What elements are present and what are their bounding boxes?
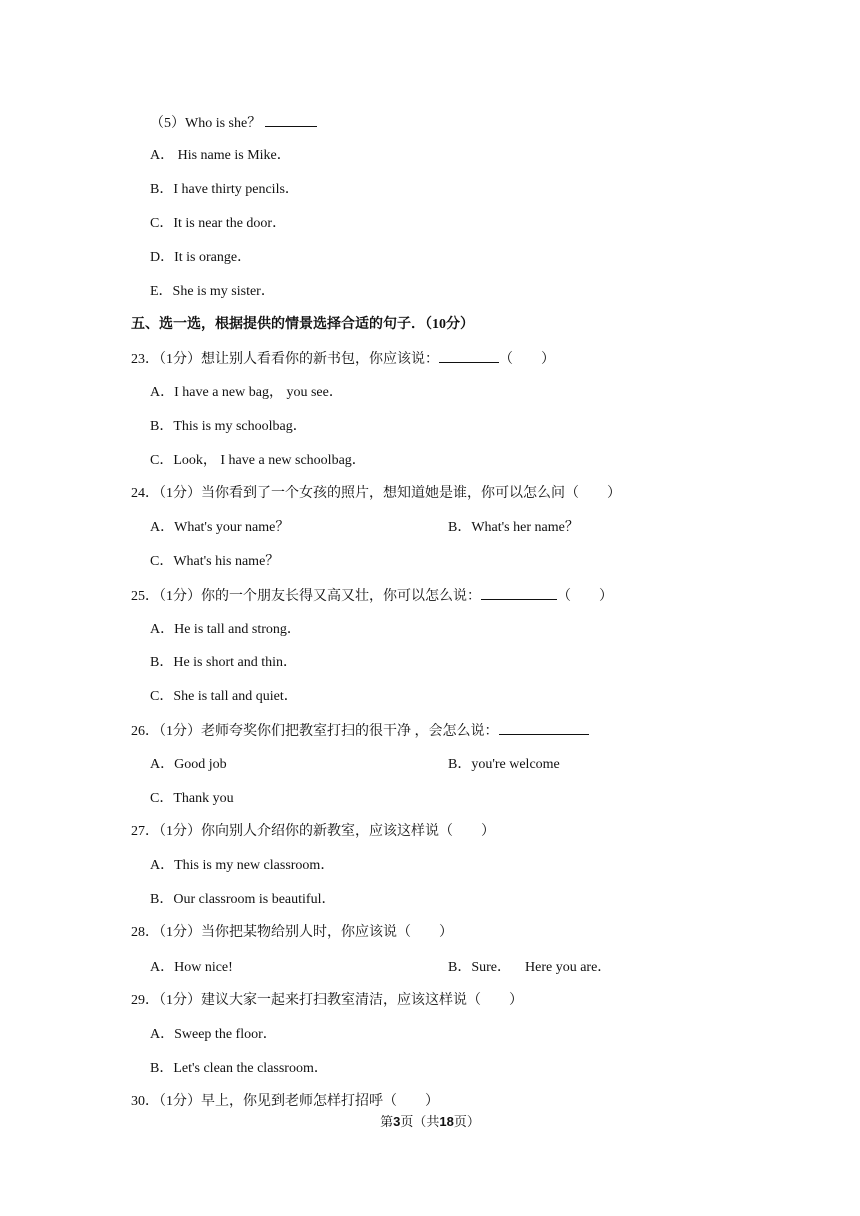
footer-text: 页） bbox=[453, 1114, 480, 1129]
page-total: 18 bbox=[439, 1114, 454, 1129]
question-23-stem: 23．（1分）想让别人看看你的新书包，你应该说： bbox=[131, 352, 439, 367]
option-c: C．Thank you bbox=[150, 791, 234, 806]
option-b: B．This is my schoolbag． bbox=[150, 419, 307, 434]
option-a: A．This is my new classroom． bbox=[150, 858, 335, 873]
option-c: C．What's his name？ bbox=[150, 554, 280, 569]
option-b: B．Sure． Here you are． bbox=[448, 960, 612, 975]
option-d: D．It is orange． bbox=[150, 250, 252, 265]
option-b: B．I have thirty pencils． bbox=[150, 182, 299, 197]
question-5 bbox=[150, 112, 317, 134]
option-e: E．She is my sister． bbox=[150, 284, 275, 299]
question-24: 24．（1分）当你看到了一个女孩的照片，想知道她是谁，你可以怎么问（ ） bbox=[131, 486, 621, 501]
question-28: 28．（1分）当你把某物给别人时，你应该说（ ） bbox=[131, 925, 453, 940]
question-5-stem: （5）Who is she？ bbox=[150, 116, 262, 131]
answer-blank bbox=[439, 348, 499, 363]
option-a: A．He is tall and strong． bbox=[150, 622, 301, 637]
option-a: A．Good job bbox=[150, 757, 227, 772]
question-25-stem: 25．（1分）你的一个朋友长得又高又壮，你可以怎么说： bbox=[131, 589, 481, 604]
question-27: 27．（1分）你向别人介绍你的新教室，应该这样说（ ） bbox=[131, 824, 495, 839]
option-a: A．How nice! bbox=[150, 960, 233, 975]
question-29: 29．（1分）建议大家一起来打扫教室清洁，应该这样说（ ） bbox=[131, 993, 523, 1008]
option-b: B．Our classroom is beautiful． bbox=[150, 892, 336, 907]
option-b: B．Let's clean the classroom． bbox=[150, 1061, 328, 1076]
footer-text: 页（共 bbox=[400, 1114, 440, 1129]
option-b: B．What's her name？ bbox=[448, 520, 579, 535]
option-b: B．you're welcome bbox=[448, 757, 560, 772]
answer-blank bbox=[265, 112, 317, 127]
question-30: 30．（1分）早上，你见到老师怎样打招呼（ ） bbox=[131, 1094, 439, 1109]
question-23 bbox=[131, 348, 555, 370]
option-a: A． His name is Mike． bbox=[150, 148, 291, 163]
option-a: A．Sweep the floor． bbox=[150, 1027, 277, 1042]
section-title: 五、选一选，根据提供的情景选择合适的句子．（10分） bbox=[131, 317, 474, 332]
question-26 bbox=[131, 720, 589, 742]
page-footer bbox=[0, 1111, 860, 1130]
question-26-stem: 26．（1分）老师夸奖你们把教室打扫的很干净 ，会怎么说： bbox=[131, 724, 499, 739]
option-b: B．He is short and thin． bbox=[150, 655, 297, 670]
question-23-paren: （ ） bbox=[499, 352, 555, 367]
page-number: 3 bbox=[393, 1114, 401, 1129]
footer-text: 第 bbox=[380, 1114, 394, 1129]
question-25 bbox=[131, 585, 613, 607]
option-c: C．She is tall and quiet． bbox=[150, 689, 298, 704]
answer-blank bbox=[481, 585, 557, 600]
option-a: A．I have a new bag， you see． bbox=[150, 385, 343, 400]
option-c: C．Look， I have a new schoolbag． bbox=[150, 453, 366, 468]
option-a: A．What's your name？ bbox=[150, 520, 290, 535]
option-c: C．It is near the door． bbox=[150, 216, 287, 231]
question-25-paren: （ ） bbox=[557, 589, 613, 604]
answer-blank bbox=[499, 720, 589, 735]
